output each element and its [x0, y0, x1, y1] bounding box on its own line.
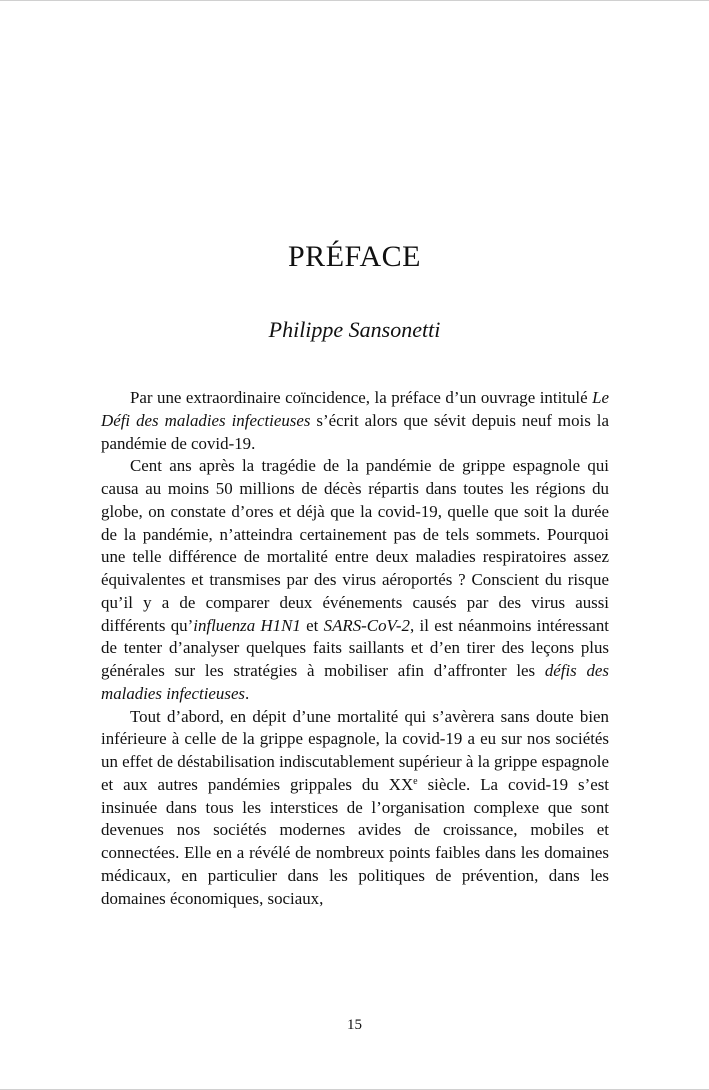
- virus-name-influenza: influenza H1N1: [193, 615, 301, 635]
- paragraph-1-text-2: s’écrit alors que sévit depuis neuf mois la pandémie de covid-19.: [101, 410, 609, 453]
- paragraph-3-text-1: Tout d’abord, en dépit d’une mortalité qui s’avèrera sans doute bien inférieure à celle de la grippe espagnole, la covid-19 a eu sur nos sociétés un effet de déstabilisation indiscutablement supérieur à la grippe espagnole et aux autres pandémies grippales du: [101, 706, 609, 794]
- paragraph-2-text-3: , il est néanmoins intéressant de tenter d’analyser quelques faits saillants et d’en tirer des leçons plus générales sur les stratégies à mobiliser afin d’affronter les: [101, 615, 609, 680]
- century-superscript: e: [413, 775, 418, 787]
- virus-name-sars: SARS-CoV-2: [323, 615, 410, 635]
- chapter-title: PRÉFACE: [288, 240, 421, 273]
- paragraph-3: [101, 706, 609, 911]
- paragraph-2-text-4: .: [245, 683, 250, 703]
- paragraph-2: [101, 455, 609, 705]
- book-title-reference: défis des maladies infectieuses: [101, 661, 609, 703]
- author-name: Philippe Sansonetti: [268, 317, 441, 342]
- paragraph-1-text-1: Par une extraordinaire coïncidence, la préface d’un ouvrage intitulé: [130, 388, 593, 407]
- book-title-italic: Le Défi des maladies infectieuses: [101, 388, 609, 430]
- paragraph-2-text-1: Cent ans après la tragédie de la pandémie de grippe espagnole qui causa au moins 50 millions de décès répartis dans toutes les régions du globe, on constate d’ores et déjà que la covid-19, quelle que soit la durée de la pandémie, n’atteindra certainement pas de tels sommets. Pourquoi une telle différence de mortalité entre deux maladies respiratoires assez équivalentes et transmises par des virus aéroportés ? Conscient du risque qu’il y a de comparer deux événements causés par des virus aussi différents qu’: [101, 456, 609, 635]
- paragraph-1: [101, 387, 609, 455]
- paragraph-3-text-2: siècle. La covid-19 s’est insinuée dans tous les interstices de l’organisation complexe que sont devenues nos sociétés modernes avides de croissance, mobiles et connectées. Elle en a révélé de nombreux points faibles dans les domaines médicaux, en particulier dans les politiques de prévention, dans les domaines économiques, sociaux,: [101, 774, 609, 908]
- century-numeral: XX: [388, 774, 414, 794]
- page-number: 15: [347, 1017, 362, 1033]
- body-text: [101, 387, 609, 910]
- paragraph-2-text-2: et: [300, 615, 324, 635]
